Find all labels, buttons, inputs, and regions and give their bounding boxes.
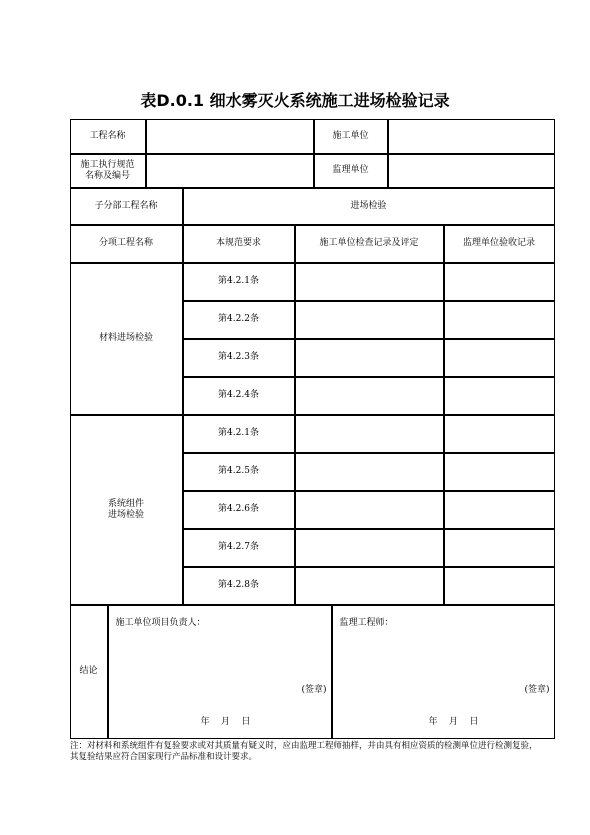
contractor-lead-label: 施工单位项目负责人： xyxy=(115,617,206,628)
contractor-record-cell[interactable] xyxy=(295,529,444,567)
spec-label: 施工执行规范 名称及编号 xyxy=(70,154,146,188)
project-name-label: 工程名称 xyxy=(70,119,146,154)
subproject-label: 子分部工程名称 xyxy=(70,188,183,225)
supervisor-record-cell[interactable] xyxy=(444,415,555,453)
supervisor-seal-label: (签章) xyxy=(524,684,550,695)
supervisor-record-cell[interactable] xyxy=(444,377,555,415)
requirement-cell: 第4.2.1条 xyxy=(183,415,295,453)
supervision-unit-field[interactable] xyxy=(388,154,555,188)
conclusion-label: 结论 xyxy=(70,605,108,739)
requirement-cell: 第4.2.7条 xyxy=(183,529,295,567)
contractor-record-cell[interactable] xyxy=(295,339,444,377)
spec-field[interactable] xyxy=(146,154,314,188)
requirement-cell: 第4.2.4条 xyxy=(183,377,295,415)
project-name-field[interactable] xyxy=(146,119,314,154)
col-header-contractor-record: 施工单位检查记录及评定 xyxy=(295,225,444,263)
supervisor-record-cell[interactable] xyxy=(444,301,555,339)
requirement-cell: 第4.2.8条 xyxy=(183,567,295,605)
subproject-value: 进场检验 xyxy=(183,188,555,225)
contractor-record-cell[interactable] xyxy=(295,567,444,605)
col-header-supervisor-record: 监理单位验收记录 xyxy=(444,225,555,263)
contractor-record-cell[interactable] xyxy=(295,491,444,529)
requirement-cell: 第4.2.6条 xyxy=(183,491,295,529)
requirement-cell: 第4.2.3条 xyxy=(183,339,295,377)
requirement-cell: 第4.2.2条 xyxy=(183,301,295,339)
supervisor-record-cell[interactable] xyxy=(444,529,555,567)
requirement-cell: 第4.2.5条 xyxy=(183,453,295,491)
contractor-record-cell[interactable] xyxy=(295,377,444,415)
col-header-requirement: 本规范要求 xyxy=(183,225,295,263)
requirement-cell: 第4.2.1条 xyxy=(183,263,295,301)
contractor-seal-label: (签章) xyxy=(301,684,327,695)
form-title: 表D.0.1 细水雾灭火系统施工进场检验记录 xyxy=(140,91,450,110)
contractor-record-cell[interactable] xyxy=(295,263,444,301)
group-component-inspection: 系统组件 进场检验 xyxy=(70,415,183,605)
supervisor-record-cell[interactable] xyxy=(444,491,555,529)
supervisor-record-cell[interactable] xyxy=(444,453,555,491)
supervision-unit-label: 监理单位 xyxy=(314,154,388,188)
footnote: 注：对材料和系统组件有复验要求或对其质量有疑义时，应由监理工程师抽样，并由具有相应资质的检测单位进行检测复验，其复验结果应符合国家现行产品标准和设计要求。 xyxy=(70,741,538,762)
contractor-record-cell[interactable] xyxy=(295,415,444,453)
supervisor-record-cell[interactable] xyxy=(444,567,555,605)
contractor-record-cell[interactable] xyxy=(295,301,444,339)
supervisor-record-cell[interactable] xyxy=(444,263,555,301)
construction-unit-field[interactable] xyxy=(388,119,555,154)
supervisor-engineer-label: 监理工程师： xyxy=(339,617,394,628)
inspection-form-table xyxy=(70,119,555,739)
contractor-signature-box[interactable] xyxy=(108,605,332,739)
col-header-item-name: 分项工程名称 xyxy=(70,225,183,263)
construction-unit-label: 施工单位 xyxy=(314,119,388,154)
contractor-date-label: 年 月 日 xyxy=(200,716,251,727)
supervisor-record-cell[interactable] xyxy=(444,339,555,377)
supervisor-date-label: 年 月 日 xyxy=(428,716,479,727)
contractor-record-cell[interactable] xyxy=(295,453,444,491)
group-material-inspection: 材料进场检验 xyxy=(70,263,183,415)
supervisor-signature-box[interactable] xyxy=(332,605,555,739)
